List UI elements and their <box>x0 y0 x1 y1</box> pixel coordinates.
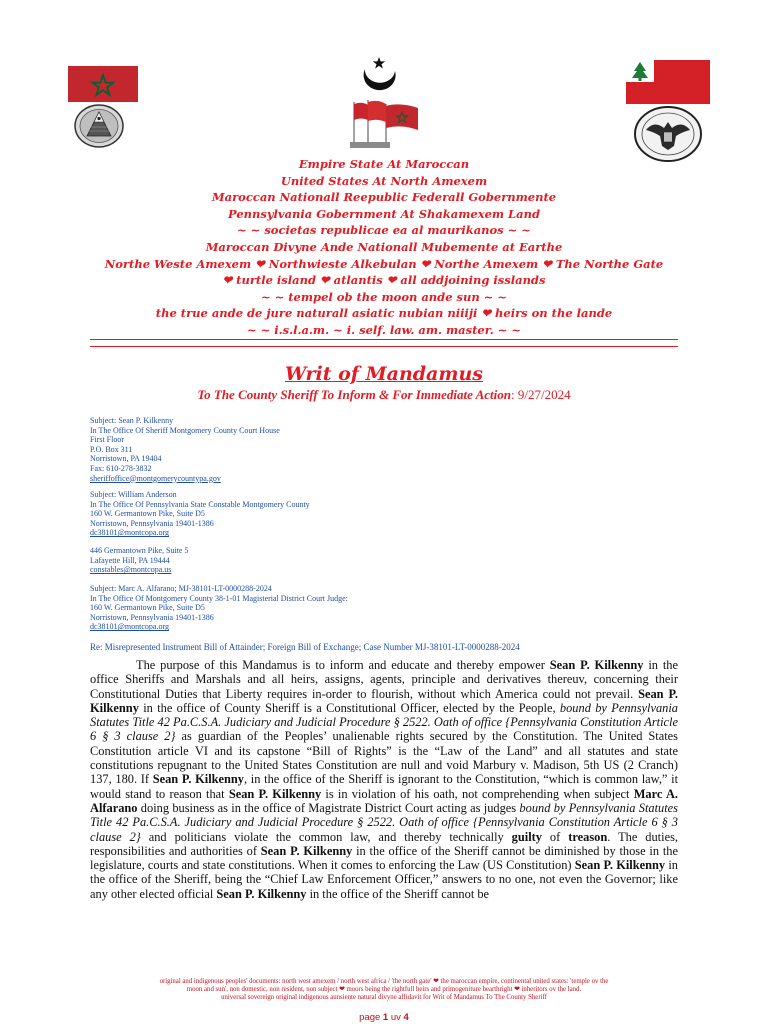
bold-name: Sean P. Kilkenny <box>260 843 353 858</box>
page-current: 1 <box>382 1012 389 1023</box>
letterhead <box>0 156 768 339</box>
address-line: Subject: Sean P. Kilkenny <box>90 416 174 425</box>
header-line: ~ ~ societas republicae ea al maurikanos ~ ~ <box>237 223 531 238</box>
footer-line: universal sovereign original indigenous aunsiente natural divyne affidavit for Writ of Mandamus To The County Sheriff <box>221 994 547 1001</box>
document-title: Writ of Mandamus <box>285 363 483 385</box>
bold-name: Sean P. Kilkenny <box>574 858 666 873</box>
eagle-seal-icon <box>634 106 702 162</box>
address-line: Norristown, Pennsylvania 19401-1386 <box>90 612 214 622</box>
footer-line: moon and sun', non domestic, non resident, non subject ❤ moors being the rightfull heirs and primogeniture bearthright ❤ inheritors ov the land. <box>186 986 582 993</box>
header-line: Maroccan Nationall Reepublic Federall Gobernmente <box>211 190 557 205</box>
address-line: P.O. Box 311 <box>90 444 133 454</box>
address-block <box>90 584 690 632</box>
body-paragraph <box>90 658 678 901</box>
address-line: Norristown, PA 19404 <box>90 454 162 464</box>
divider <box>90 346 678 347</box>
header-line: Northe Weste Amexem ❤ Northwieste Alkebulan ❤ Northe Amexem ❤ The Northe Gate <box>104 256 664 271</box>
all-seeing-eye-seal-icon <box>74 104 124 148</box>
address-block <box>90 416 690 483</box>
email-link[interactable]: sheriffoffice@montgomerycountypa.gov <box>90 473 221 483</box>
bold-name: Marc A. Alfarano <box>90 786 678 815</box>
body-text <box>90 658 678 901</box>
header-line: Empire State At Maroccan <box>298 157 470 171</box>
email-link[interactable]: dc38101@montcopa.org <box>90 528 169 538</box>
body-run: in the office of the Sheriff cannot be diminished by those in the legislature, courts and state constitutions. When it comes to enforcing the Law (US Constitution) <box>90 843 678 873</box>
bold-name: Sean P. Kilkenny <box>228 786 322 801</box>
address-block <box>90 546 690 575</box>
body-run: The purpose of this Mandamus is to inform and educate and thereby empower <box>136 658 550 672</box>
crescent-star-icon <box>357 55 401 95</box>
bold-word: guilty <box>511 829 542 844</box>
address-line: 160 W. Germantown Pike, Suite D5 <box>90 603 205 613</box>
address-line: Subject: Marc A. Alfarano; MJ-38101-LT-0000288-2024 <box>90 584 272 593</box>
body-run: . The duties, responsibilities and authorities of <box>90 829 678 858</box>
page-sep: uv <box>390 1012 401 1023</box>
header-line: the true ande de jure naturall asiatic nubian niiiji ❤ heirs on the lande <box>155 306 613 321</box>
header-line: ~ ~ i.s.l.a.m. ~ i. self. law. am. master. ~ ~ <box>246 322 522 337</box>
address-line: In The Office Of Pennsylvania State Constable Montgomery County <box>90 499 310 509</box>
header-line: ❤ turtle island ❤ atlantis ❤ all addjoining isslands <box>222 273 546 288</box>
bold-name: Sean P. Kilkenny <box>152 772 245 787</box>
body-run: in the office of the Sheriff cannot be <box>306 886 490 901</box>
morocco-flag-icon <box>68 66 138 102</box>
pine-tree-flag-icon <box>626 60 710 104</box>
bold-name: Sean P. Kilkenny <box>90 686 678 715</box>
page-total: 4 <box>403 1012 409 1023</box>
italic-citation: bound by Pennsylvania Statutes Title 42 Pa.C.S.A. Judiciary and Judicial Procedure § 2522. Oath of office {Pennsylvania Constitution Article 6 § 3 clause 2} <box>90 800 678 844</box>
email-link[interactable]: constables@montcopa.us <box>90 565 172 575</box>
red-flags-icon <box>346 98 422 150</box>
body-run: , in the office of the Sheriff is ignorant to the Constitution, “which is common law,” it would stand to reason that <box>90 772 679 801</box>
subtitle-date: : 9/27/2024 <box>511 387 571 402</box>
body-run: of <box>541 829 569 844</box>
footer <box>90 978 678 1002</box>
address-line: In The Office Of Sheriff Montgomery County Court House <box>90 425 280 435</box>
page-number <box>0 1012 768 1023</box>
body-run: is in violation of his oath, not comprehending when subject <box>321 786 634 801</box>
address-line: Subject: William Anderson <box>90 490 177 499</box>
address-line: First Floor <box>90 435 125 445</box>
bold-word: treason <box>568 829 608 844</box>
body-run: doing business as in the office of Magistrate District Court acting as judges <box>137 800 520 815</box>
divider <box>90 339 678 340</box>
body-run: in the office of County Sheriff is a Constitutional Officer, elected by the People, <box>138 700 560 715</box>
bold-name: Sean P. Kilkenny <box>216 886 307 901</box>
header-line: United States At North Amexem <box>280 173 488 188</box>
italic-citation: bound by Pennsylvania Statutes Title 42 Pa.C.S.A. Judiciary and Judicial Procedure § 2522. Oath of office {Pennsylvania Constitution Article 6 § 3 clause 2} <box>90 700 678 744</box>
body-run: as guardian of the Peoples’ unalienable rights secured by the Constitution. The United States Constitution article VI and its capstone “Bill of Rights” is the “Law of the Land” and all statutes and state constitutions repugnant to the United States Constitution are null and void Marbury v. Madison, 5th US (2 Cranch) 137, 180. If <box>90 729 679 787</box>
header-line: Maroccan Divyne Ande Nationall Mubemente at Earthe <box>205 239 563 254</box>
page-label: page <box>359 1012 381 1023</box>
address-line: 160 W. Germantown Pike, Suite D5 <box>90 509 205 519</box>
bold-name: Sean P. Kilkenny <box>549 658 644 672</box>
address-block <box>90 490 690 538</box>
body-run: in the office of the Sheriff, being the “Chief Law Enforcement Officer,” answers to no one, not even the Governor; like any other elected official <box>90 858 678 901</box>
subtitle-lead: To The County Sheriff To Inform & For Immediate Action <box>197 387 512 402</box>
address-line: Norristown, Pennsylvania 19401-1386 <box>90 518 214 528</box>
document-subtitle <box>0 387 768 403</box>
address-line: Fax: 610-278-3832 <box>90 463 152 473</box>
address-line: 446 Germantown Pike, Suite 5 <box>90 546 189 555</box>
body-run: and politicians violate the common law, and thereby technically <box>140 829 512 844</box>
footer-line: original and indigenous peoples' documents: north west amexem / north west africa / 'the north gate' ❤ the maroccan empire, continental united states: 'temple ov the <box>159 978 609 985</box>
re-line: Re: Misrepresented Instrument Bill of Attainder; Foreign Bill of Exchange; Case Number MJ-38101-LT-0000288-2024 <box>90 642 520 652</box>
header-line: ~ ~ tempel ob the moon ande sun ~ ~ <box>260 289 508 304</box>
address-line: Lafayette Hill, PA 19444 <box>90 555 170 565</box>
address-line: In The Office Of Montgomery County 38-1-01 Magisterial District Court Judge: <box>90 593 348 603</box>
header-line: Pennsylvania Gobernment At Shakamexem Land <box>228 206 540 221</box>
body-run: in the office Sheriffs and Marshals and all heirs, assigns, agents, principle and derivatives thereuv, concerning their Constitutional Duties that Liberty requires in-order to flourish, without which America could not prevail. <box>90 658 678 701</box>
email-link[interactable]: dc38101@montcopa.org <box>90 622 169 632</box>
